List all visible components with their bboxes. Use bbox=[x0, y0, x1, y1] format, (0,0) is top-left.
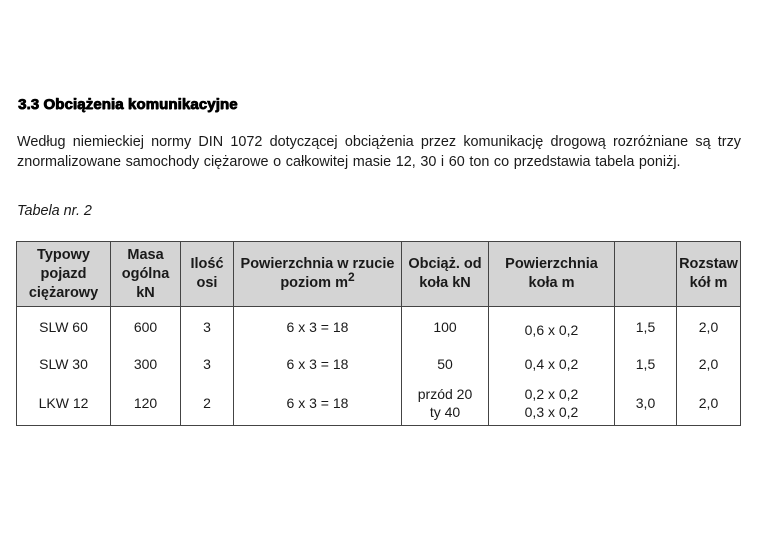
table-row bbox=[17, 307, 741, 348]
header-total-mass: Masa ogólna kN bbox=[111, 242, 181, 307]
cell-load bbox=[402, 381, 489, 426]
cell-mass: 120 bbox=[111, 381, 181, 426]
cell-mass: 300 bbox=[111, 347, 181, 381]
cell-wheel-area: 0,4 x 0,2 bbox=[489, 347, 615, 381]
cell-extra: 1,5 bbox=[615, 347, 677, 381]
header-horizontal-area bbox=[234, 242, 402, 307]
header-wheel-area: Powierzchnia koła m bbox=[489, 242, 615, 307]
table-row bbox=[17, 347, 741, 381]
cell-wheel-area bbox=[489, 307, 615, 348]
cell-type: SLW 60 bbox=[17, 307, 111, 348]
cell-axles: 2 bbox=[181, 381, 234, 426]
cell-wheel-area-value: 0,6 x 0,2 bbox=[524, 322, 579, 338]
cell-load: 100 bbox=[402, 307, 489, 348]
header-wheel-load: Obciąż. od koła kN bbox=[402, 242, 489, 307]
cell-spacing: 2,0 bbox=[677, 381, 741, 426]
header-area-superscript: 2 bbox=[347, 270, 355, 284]
cell-axles: 3 bbox=[181, 347, 234, 381]
cell-type: SLW 30 bbox=[17, 347, 111, 381]
body-paragraph: Według niemieckiej normy DIN 1072 dotyczącej obciążenia przez komunikację drogową rozróżniane są trzy znormalizowane samochody ciężarowe o całkowitej masie 12, 30 i 60 ton co przedstawia tabela poniżj. bbox=[17, 134, 741, 170]
cell-mass: 600 bbox=[111, 307, 181, 348]
cell-load-line2: ty 40 bbox=[429, 404, 461, 420]
table-caption: Tabela nr. 2 bbox=[17, 203, 92, 219]
cell-spacing: 2,0 bbox=[677, 307, 741, 348]
table-row bbox=[17, 381, 741, 426]
table-header-row bbox=[17, 242, 741, 307]
cell-area: 6 x 3 = 18 bbox=[234, 347, 402, 381]
cell-extra: 1,5 bbox=[615, 307, 677, 348]
header-horizontal-area-label: Powierzchnia w rzucie poziom m bbox=[240, 256, 395, 291]
load-table-container bbox=[16, 241, 741, 426]
header-wheel-spacing: Rozstaw kół m bbox=[677, 242, 741, 307]
cell-load-line1: przód 20 bbox=[417, 386, 473, 402]
cell-area: 6 x 3 = 18 bbox=[234, 307, 402, 348]
section-heading: 3.3 Obciążenia komunikacyjne bbox=[18, 96, 238, 113]
cell-wheel-line1: 0,2 x 0,2 bbox=[524, 386, 579, 402]
cell-extra: 3,0 bbox=[615, 381, 677, 426]
cell-wheel-line2: 0,3 x 0,2 bbox=[524, 404, 579, 420]
header-vehicle-type: Typowy pojazd ciężarowy bbox=[17, 242, 111, 307]
load-table bbox=[16, 241, 741, 426]
cell-type: LKW 12 bbox=[17, 381, 111, 426]
cell-load: 50 bbox=[402, 347, 489, 381]
cell-spacing: 2,0 bbox=[677, 347, 741, 381]
cell-area: 6 x 3 = 18 bbox=[234, 381, 402, 426]
header-axle-count: Ilość osi bbox=[181, 242, 234, 307]
cell-axles: 3 bbox=[181, 307, 234, 348]
cell-wheel-area bbox=[489, 381, 615, 426]
header-empty bbox=[615, 242, 677, 307]
